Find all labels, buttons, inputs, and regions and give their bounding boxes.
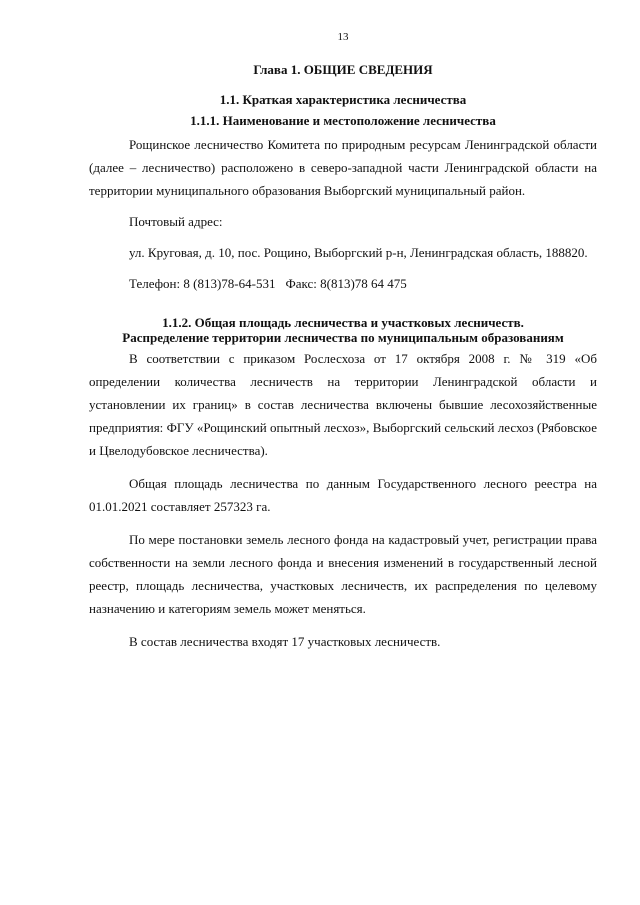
- document-page: [89, 30, 597, 653]
- postal-label: Почтовый адрес:: [129, 214, 223, 229]
- paragraph-location: Рощинское лесничество Комитета по природным ресурсам Ленинградской области (далее – лесничество) расположено в северо-западной части Ленинградской области на территории муниципального образования Выборгский муниципальный район.: [89, 137, 597, 198]
- fax-number: Факс: 8(813)78 64 475: [285, 276, 407, 291]
- contact-line: [89, 272, 597, 295]
- paragraph-changes: По мере постановки земель лесного фонда на кадастровый учет, регистрации права собственности на земли лесного фонда и внесения изменений в государственный лесной реестр, площадь лесничества, участковых лесничеств, их распределения по целевому назначению и категориям земель может меняться.: [89, 532, 597, 616]
- section-title: 1.1. Краткая характеристика лесничества: [219, 92, 467, 107]
- subsection-title-1-1-2-line1: 1.1.2. Общая площадь лесничества и участковых лесничеств.: [162, 315, 524, 330]
- chapter-title: Глава 1. ОБЩИЕ СВЕДЕНИЯ: [253, 62, 433, 77]
- subsection-title-1-1-2-line2: Распределение территории лесничества по муниципальным образованиям: [122, 330, 564, 345]
- phone-number: Телефон: 8 (813)78-64-531: [129, 276, 276, 291]
- page-number: 13: [337, 31, 349, 43]
- paragraph-order: В соответствии с приказом Рослесхоза от 17 октября 2008 г. № 319 «Об определении количества лесничеств на территории Ленинградской области и установлении их границ» в состав лесничества включены бывшие лесохозяйственные предприятия: ФГУ «Рощинский опытный лесхоз», Выборгский сельский лесхоз (Рябовское и Цвелодубовское лесничества).: [89, 351, 597, 458]
- subsection-title-1-1-1: 1.1.1. Наименование и местоположение лесничества: [190, 113, 496, 128]
- subsection-title-1-1-2: [89, 315, 597, 345]
- postal-address: ул. Круговая, д. 10, пос. Рощино, Выборгский р-н, Ленинградская область, 188820.: [129, 245, 588, 260]
- paragraph-area: Общая площадь лесничества по данным Государственного лесного реестра на 01.01.2021 составляет 257323 га.: [89, 476, 597, 514]
- paragraph-count: В состав лесничества входят 17 участковых лесничеств.: [129, 634, 441, 649]
